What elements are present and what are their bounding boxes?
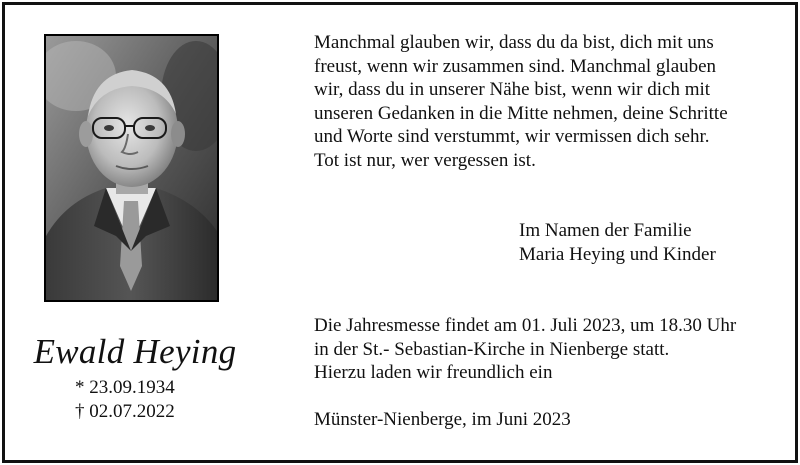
portrait-photo [44,34,219,302]
family-signature [519,219,716,266]
poem-line: unseren Gedanken in die Mitte nehmen, deine Schritte [314,102,728,124]
birth-date: * 23.09.1934 [75,377,175,398]
deceased-name: Ewald Heying [33,332,237,371]
death-date: † 02.07.2022 [75,401,175,422]
poem-line: Tot ist nur, wer vergessen ist. [314,149,536,171]
mass-line: in der St.- Sebastian-Kirche in Nienberge statt. [314,338,670,360]
poem-line: wir, dass du in unserer Nähe bist, wenn wir dich mit [314,79,711,101]
poem-line: und Worte sind verstummt, wir vermissen dich sehr. [314,126,710,148]
family-line: Maria Heying und Kinder [519,243,716,265]
family-line: Im Namen der Familie [519,220,692,241]
poem-text [314,31,728,173]
place-date: Münster-Nienberge, im Juni 2023 [314,409,571,430]
poem-line: Manchmal glauben wir, dass du da bist, dich mit uns [314,32,714,53]
mass-announcement [314,314,736,385]
poem-line: freust, wenn wir zusammen sind. Manchmal glauben [314,55,717,77]
life-dates [75,376,175,424]
mass-line: Die Jahresmesse findet am 01. Juli 2023, um 18.30 Uhr [314,315,737,336]
mass-line: Hierzu laden wir freundlich ein [314,362,553,384]
